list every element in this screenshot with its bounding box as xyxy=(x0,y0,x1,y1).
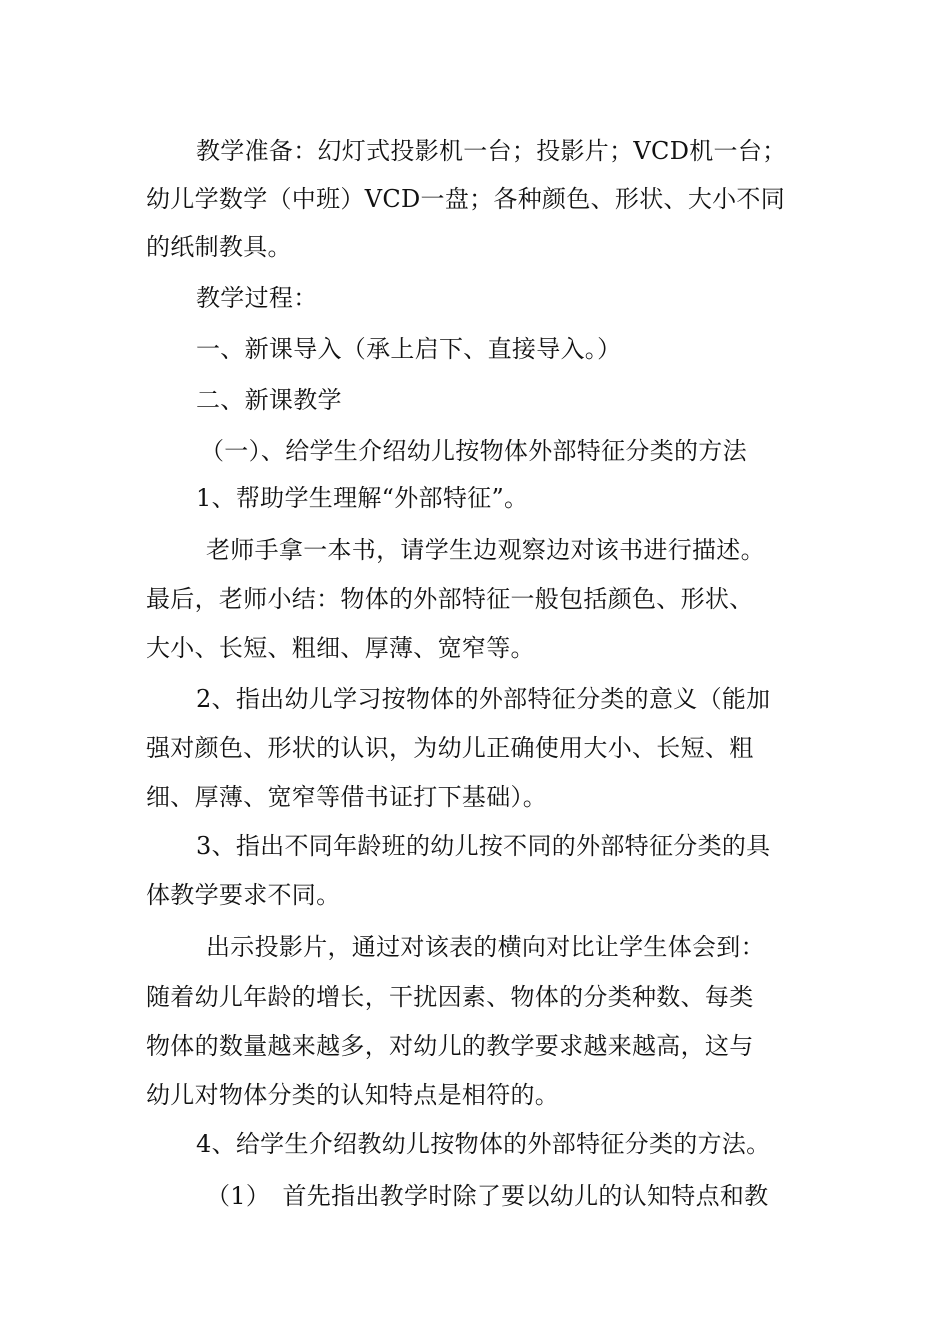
paragraph-slide-line-4: 幼儿对物体分类的认知特点是相符的。 xyxy=(146,1081,560,1109)
item-2-line-3: 细、厚薄、宽窄等借书证打下基础）。 xyxy=(146,783,548,811)
paragraph-book-line-1: 老师手拿一本书，请学生边观察边对该书进行描述。 xyxy=(206,536,765,564)
paragraph-slide-line-3: 物体的数量越来越多，对幼儿的教学要求越来越高，这与 xyxy=(146,1032,754,1060)
paragraph-book-line-3: 大小、长短、粗细、厚薄、宽窄等。 xyxy=(146,634,535,662)
paragraph-slide-line-2: 随着幼儿年龄的增长，干扰因素、物体的分类种数、每类 xyxy=(146,983,754,1011)
heading-section-one: 一、新课导入（承上启下、直接导入。） xyxy=(196,335,622,363)
paragraph-preparation-line-2: 幼儿学数学（中班）VCD一盘；各种颜色、形状、大小不同 xyxy=(146,185,786,213)
heading-teaching-process: 教学过程： xyxy=(196,284,318,312)
paragraph-preparation-line-1: 教学准备：幻灯式投影机一台；投影片；VCD机一台； xyxy=(196,137,787,165)
paragraph-slide-line-1: 出示投影片，通过对该表的横向对比让学生体会到： xyxy=(206,933,765,961)
item-4-heading: 4、给学生介绍教幼儿按物体的外部特征分类的方法。 xyxy=(196,1130,771,1158)
item-2-line-1: 2、指出幼儿学习按物体的外部特征分类的意义（能加 xyxy=(196,685,771,713)
item-3-line-1: 3、指出不同年龄班的幼儿按不同的外部特征分类的具 xyxy=(196,832,771,860)
paragraph-preparation-line-3: 的纸制教具。 xyxy=(146,233,292,261)
item-3-line-2: 体教学要求不同。 xyxy=(146,881,341,909)
item-1-heading: 1、帮助学生理解“外部特征”。 xyxy=(196,484,529,512)
paragraph-book-line-2: 最后，老师小结：物体的外部特征一般包括颜色、形状、 xyxy=(146,585,754,613)
item-2-line-2: 强对颜色、形状的认识，为幼儿正确使用大小、长短、粗 xyxy=(146,734,754,762)
item-4-sub-1-line-1: （1） 首先指出教学时除了要以幼儿的认知特点和教 xyxy=(206,1182,769,1210)
heading-subsection-one: （一）、给学生介绍幼儿按物体外部特征分类的方法 xyxy=(200,437,747,465)
heading-section-two: 二、新课教学 xyxy=(196,386,342,414)
